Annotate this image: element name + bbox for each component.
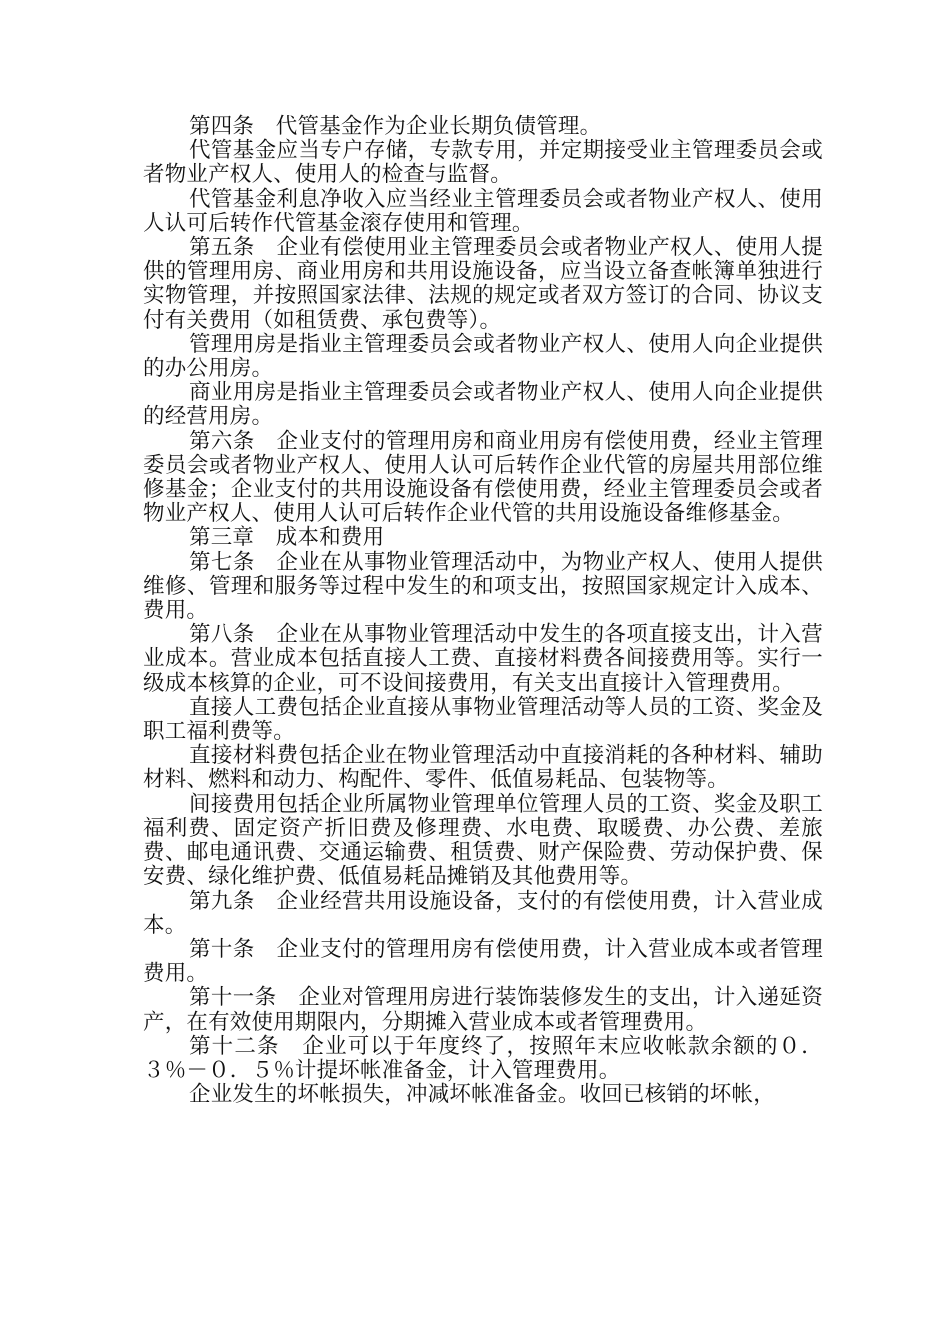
paragraph-direct-labor: 直接人工费包括企业直接从事物业管理活动等人员的工资、奖金及职工福利费等。 [143,694,823,745]
paragraph-article-10: 第十条 企业支付的管理用房有偿使用费，计入营业成本或者管理费用。 [143,936,823,987]
paragraph-article-7: 第七条 企业在从事物业管理活动中，为物业产权人、使用人提供维修、管理和服务等过程中发生的和项支出，按照国家规定计入成本、费用。 [143,549,823,624]
paragraph-article-11: 第十一条 企业对管理用房进行装饰装修发生的支出，计入递延资产，在有效使用期限内，分期摊入营业成本或者管理费用。 [143,985,823,1035]
paragraph-article-9: 第九条 企业经营共用设施设备，支付的有偿使用费，计入营业成本。 [143,888,823,938]
paragraph-commercial-premises: 商业用房是指业主管理委员会或者物业产权人、使用人向企业提供的经营用房。 [143,380,823,430]
paragraph-bad-debt: 企业发生的坏帐损失，冲减坏帐准备金。收回已核销的坏帐， [189,1082,775,1108]
paragraph-article-12: 第十二条 企业可以于年度终了，按照年末应收帐款余额的０．３％－０．５％计提坏帐准备金，计入管理费用。 [143,1033,823,1083]
paragraph-direct-materials: 直接材料费包括企业在物业管理活动中直接消耗的各种材料、辅助材料、燃料和动力、构配件、零件、低值易耗品、包装物等。 [143,743,823,793]
paragraph-fund-storage: 代管基金应当专户存储，专款专用，并定期接受业主管理委员会或者物业产权人、使用人的检查与监督。 [143,138,823,188]
paragraph-management-premises: 管理用房是指业主管理委员会或者物业产权人、使用人向企业提供的办公用房。 [143,331,823,382]
paragraph-article-8: 第八条 企业在从事物业管理活动中发生的各项直接支出，计入营业成本。营业成本包括直接人工费、直接材料费各间接费用等。实行一级成本核算的企业，可不设间接费用，有关支出直接计入管理费用。 [143,622,823,696]
paragraph-fund-interest: 代管基金利息净收入应当经业主管理委员会或者物业产权人、使用人认可后转作代管基金滚存使用和管理。 [143,186,823,236]
document-body [143,115,823,1107]
paragraph-article-6: 第六条 企业支付的管理用房和商业用房有偿使用费，经业主管理委员会或者物业产权人、使用人认可后转作企业代管的房屋共用部位维修基金；企业支付的共用设施设备有偿使用费，经业主管理委员会或者物业产权人、使用人认可后转作企业代管的共用设施设备维修基金。 [143,428,823,527]
paragraph-indirect-costs: 间接费用包括企业所属物业管理单位管理人员的工资、奖金及职工福利费、固定资产折旧费及修理费、水电费、取暖费、办公费、差旅费、邮电通讯费、交通运输费、租赁费、财产保险费、劳动保护费、保安费、绿化维护费、低值易耗品摊销及其他费用等。 [143,791,823,890]
chapter-heading: 第三章 成本和费用 [189,525,385,551]
paragraph-article-4: 第四条 代管基金作为企业长期负债管理。 [189,114,602,139]
paragraph-article-5: 第五条 企业有偿使用业主管理委员会或者物业产权人、使用人提供的管理用房、商业用房和共用设施设备，应当设立备查帐簿单独进行实物管理，并按照国家法律、法规的规定或者双方签订的合同、协议支付有关费用（如租赁费、承包费等）。 [143,235,823,333]
